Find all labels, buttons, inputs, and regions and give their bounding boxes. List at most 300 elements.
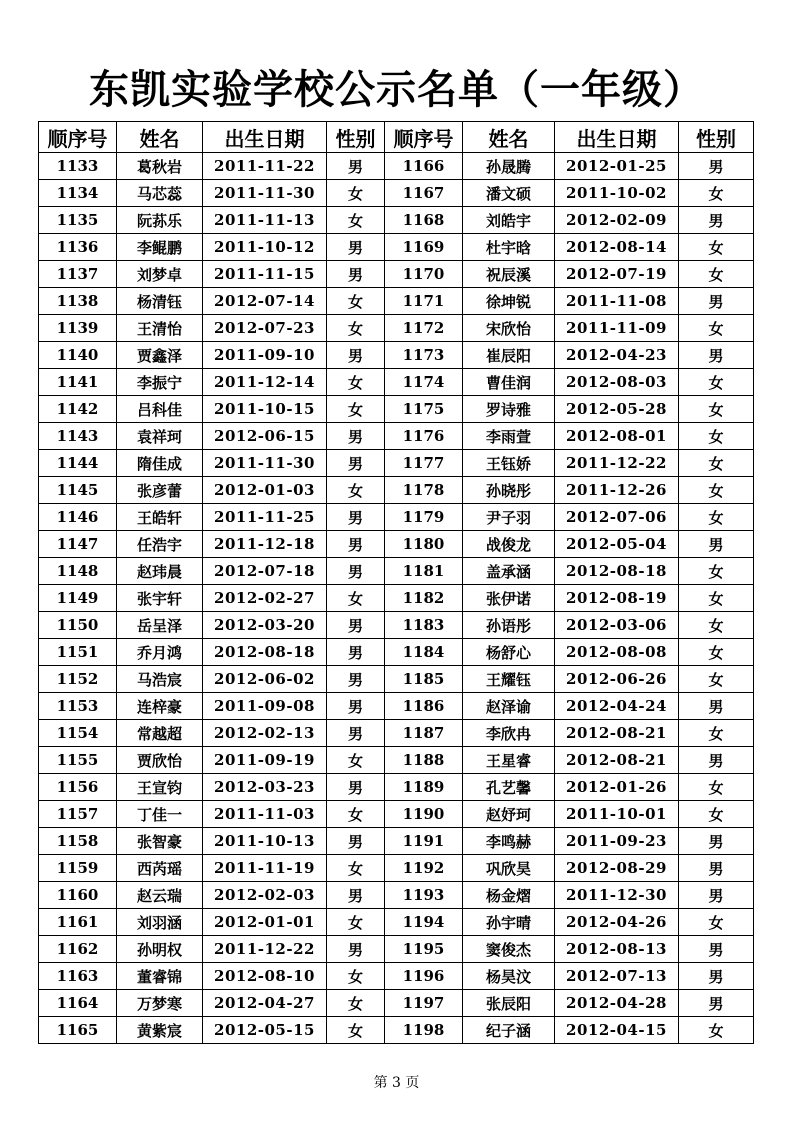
name-cell: 万梦寒 <box>117 990 203 1017</box>
seq-cell: 1184 <box>385 639 463 666</box>
birthdate-cell: 2012-08-03 <box>555 369 679 396</box>
name-cell: 巩欣昊 <box>463 855 555 882</box>
table-row <box>39 963 754 990</box>
name-cell: 任浩宇 <box>117 531 203 558</box>
birthdate-cell: 2011-11-30 <box>203 450 327 477</box>
header-birthdate-left: 出生日期 <box>203 122 327 153</box>
birthdate-cell: 2011-12-26 <box>555 477 679 504</box>
birthdate-cell: 2012-01-01 <box>203 909 327 936</box>
name-cell: 张辰阳 <box>463 990 555 1017</box>
seq-cell: 1191 <box>385 828 463 855</box>
gender-cell: 男 <box>327 342 385 369</box>
name-cell: 贾鑫泽 <box>117 342 203 369</box>
header-birthdate-right: 出生日期 <box>555 122 679 153</box>
gender-cell: 女 <box>679 396 754 423</box>
gender-cell: 男 <box>679 288 754 315</box>
seq-cell: 1155 <box>39 747 117 774</box>
page-title: 东凯实验学校公示名单（一年级） <box>89 67 704 113</box>
birthdate-cell: 2012-07-23 <box>203 315 327 342</box>
seq-cell: 1156 <box>39 774 117 801</box>
table-row <box>39 369 754 396</box>
gender-cell: 男 <box>327 774 385 801</box>
birthdate-cell: 2012-08-01 <box>555 423 679 450</box>
seq-cell: 1195 <box>385 936 463 963</box>
birthdate-cell: 2012-07-13 <box>555 963 679 990</box>
seq-cell: 1146 <box>39 504 117 531</box>
seq-cell: 1138 <box>39 288 117 315</box>
gender-cell: 男 <box>327 612 385 639</box>
table-row <box>39 990 754 1017</box>
birthdate-cell: 2012-01-26 <box>555 774 679 801</box>
table-row <box>39 342 754 369</box>
birthdate-cell: 2011-12-18 <box>203 531 327 558</box>
seq-cell: 1179 <box>385 504 463 531</box>
name-cell: 赵云瑞 <box>117 882 203 909</box>
birthdate-cell: 2012-06-02 <box>203 666 327 693</box>
gender-cell: 女 <box>679 234 754 261</box>
name-cell: 贾欣怡 <box>117 747 203 774</box>
birthdate-cell: 2011-10-01 <box>555 801 679 828</box>
birthdate-cell: 2011-10-02 <box>555 180 679 207</box>
seq-cell: 1149 <box>39 585 117 612</box>
name-cell: 孙晟腾 <box>463 153 555 180</box>
gender-cell: 男 <box>327 882 385 909</box>
gender-cell: 男 <box>327 828 385 855</box>
seq-cell: 1161 <box>39 909 117 936</box>
gender-cell: 男 <box>327 720 385 747</box>
table-row <box>39 909 754 936</box>
birthdate-cell: 2011-11-03 <box>203 801 327 828</box>
gender-cell: 男 <box>327 936 385 963</box>
name-cell: 徐坤锐 <box>463 288 555 315</box>
birthdate-cell: 2012-02-27 <box>203 585 327 612</box>
seq-cell: 1143 <box>39 423 117 450</box>
gender-cell: 女 <box>679 801 754 828</box>
gender-cell: 男 <box>679 747 754 774</box>
name-cell: 刘皓宇 <box>463 207 555 234</box>
seq-cell: 1175 <box>385 396 463 423</box>
birthdate-cell: 2012-01-25 <box>555 153 679 180</box>
birthdate-cell: 2011-11-08 <box>555 288 679 315</box>
gender-cell: 男 <box>679 693 754 720</box>
name-cell: 纪子涵 <box>463 1017 555 1044</box>
table-row <box>39 855 754 882</box>
table-row <box>39 882 754 909</box>
name-cell: 孙晓彤 <box>463 477 555 504</box>
name-cell: 马浩宸 <box>117 666 203 693</box>
gender-cell: 男 <box>679 828 754 855</box>
header-name-right: 姓名 <box>463 122 555 153</box>
seq-cell: 1164 <box>39 990 117 1017</box>
gender-cell: 男 <box>327 558 385 585</box>
gender-cell: 女 <box>679 1017 754 1044</box>
gender-cell: 女 <box>679 558 754 585</box>
gender-cell: 女 <box>327 585 385 612</box>
name-cell: 张智豪 <box>117 828 203 855</box>
gender-cell: 女 <box>679 450 754 477</box>
birthdate-cell: 2012-08-10 <box>203 963 327 990</box>
name-cell: 曹佳润 <box>463 369 555 396</box>
seq-cell: 1136 <box>39 234 117 261</box>
table-row <box>39 315 754 342</box>
seq-cell: 1165 <box>39 1017 117 1044</box>
roster-table <box>38 121 754 1044</box>
gender-cell: 男 <box>327 423 385 450</box>
table-row <box>39 207 754 234</box>
table-row <box>39 288 754 315</box>
gender-cell: 女 <box>679 666 754 693</box>
name-cell: 赵妤珂 <box>463 801 555 828</box>
seq-cell: 1162 <box>39 936 117 963</box>
table-row <box>39 639 754 666</box>
table-body <box>39 153 754 1044</box>
name-cell: 黄紫宸 <box>117 1017 203 1044</box>
gender-cell: 男 <box>679 342 754 369</box>
name-cell: 王皓轩 <box>117 504 203 531</box>
gender-cell: 女 <box>327 207 385 234</box>
birthdate-cell: 2012-07-14 <box>203 288 327 315</box>
gender-cell: 女 <box>327 801 385 828</box>
name-cell: 王清怡 <box>117 315 203 342</box>
name-cell: 战俊龙 <box>463 531 555 558</box>
birthdate-cell: 2012-08-08 <box>555 639 679 666</box>
birthdate-cell: 2011-09-23 <box>555 828 679 855</box>
table-row <box>39 234 754 261</box>
birthdate-cell: 2012-05-04 <box>555 531 679 558</box>
gender-cell: 男 <box>679 207 754 234</box>
seq-cell: 1137 <box>39 261 117 288</box>
seq-cell: 1140 <box>39 342 117 369</box>
name-cell: 杨清钰 <box>117 288 203 315</box>
seq-cell: 1189 <box>385 774 463 801</box>
birthdate-cell: 2012-08-13 <box>555 936 679 963</box>
gender-cell: 女 <box>679 639 754 666</box>
gender-cell: 女 <box>679 612 754 639</box>
name-cell: 西芮瑶 <box>117 855 203 882</box>
gender-cell: 女 <box>327 315 385 342</box>
birthdate-cell: 2012-07-06 <box>555 504 679 531</box>
gender-cell: 女 <box>327 1017 385 1044</box>
seq-cell: 1153 <box>39 693 117 720</box>
gender-cell: 女 <box>327 747 385 774</box>
seq-cell: 1180 <box>385 531 463 558</box>
gender-cell: 男 <box>327 531 385 558</box>
table-row <box>39 828 754 855</box>
table-row <box>39 612 754 639</box>
gender-cell: 女 <box>327 909 385 936</box>
seq-cell: 1198 <box>385 1017 463 1044</box>
name-cell: 盖承涵 <box>463 558 555 585</box>
gender-cell: 女 <box>679 504 754 531</box>
name-cell: 王钰娇 <box>463 450 555 477</box>
seq-cell: 1134 <box>39 180 117 207</box>
birthdate-cell: 2011-09-19 <box>203 747 327 774</box>
birthdate-cell: 2012-08-14 <box>555 234 679 261</box>
table-row <box>39 180 754 207</box>
gender-cell: 男 <box>327 504 385 531</box>
birthdate-cell: 2012-03-06 <box>555 612 679 639</box>
seq-cell: 1154 <box>39 720 117 747</box>
gender-cell: 女 <box>327 396 385 423</box>
table-row <box>39 504 754 531</box>
birthdate-cell: 2012-06-26 <box>555 666 679 693</box>
gender-cell: 女 <box>679 261 754 288</box>
seq-cell: 1147 <box>39 531 117 558</box>
gender-cell: 女 <box>679 720 754 747</box>
birthdate-cell: 2012-02-09 <box>555 207 679 234</box>
birthdate-cell: 2012-03-20 <box>203 612 327 639</box>
birthdate-cell: 2012-02-03 <box>203 882 327 909</box>
name-cell: 李鸣赫 <box>463 828 555 855</box>
name-cell: 丁佳一 <box>117 801 203 828</box>
seq-cell: 1158 <box>39 828 117 855</box>
birthdate-cell: 2012-06-15 <box>203 423 327 450</box>
table-row <box>39 423 754 450</box>
gender-cell: 男 <box>327 153 385 180</box>
birthdate-cell: 2011-12-14 <box>203 369 327 396</box>
table-row <box>39 720 754 747</box>
table-header-row <box>39 122 754 153</box>
birthdate-cell: 2011-10-15 <box>203 396 327 423</box>
birthdate-cell: 2011-10-13 <box>203 828 327 855</box>
gender-cell: 男 <box>679 882 754 909</box>
header-gender-right: 性别 <box>679 122 754 153</box>
seq-cell: 1176 <box>385 423 463 450</box>
name-cell: 李鲲鹏 <box>117 234 203 261</box>
name-cell: 李振宁 <box>117 369 203 396</box>
table-row <box>39 153 754 180</box>
seq-cell: 1144 <box>39 450 117 477</box>
name-cell: 张伊诺 <box>463 585 555 612</box>
seq-cell: 1181 <box>385 558 463 585</box>
table-row <box>39 693 754 720</box>
birthdate-cell: 2011-10-12 <box>203 234 327 261</box>
seq-cell: 1169 <box>385 234 463 261</box>
name-cell: 刘梦卓 <box>117 261 203 288</box>
name-cell: 葛秋岩 <box>117 153 203 180</box>
name-cell: 罗诗雅 <box>463 396 555 423</box>
gender-cell: 男 <box>327 450 385 477</box>
birthdate-cell: 2011-11-22 <box>203 153 327 180</box>
seq-cell: 1178 <box>385 477 463 504</box>
seq-cell: 1182 <box>385 585 463 612</box>
seq-cell: 1163 <box>39 963 117 990</box>
gender-cell: 男 <box>327 666 385 693</box>
gender-cell: 男 <box>327 693 385 720</box>
name-cell: 马芯蕊 <box>117 180 203 207</box>
name-cell: 张彦蕾 <box>117 477 203 504</box>
gender-cell: 女 <box>679 774 754 801</box>
birthdate-cell: 2011-11-30 <box>203 180 327 207</box>
seq-cell: 1193 <box>385 882 463 909</box>
seq-cell: 1148 <box>39 558 117 585</box>
header-seq-left: 顺序号 <box>39 122 117 153</box>
birthdate-cell: 2012-05-28 <box>555 396 679 423</box>
birthdate-cell: 2011-09-08 <box>203 693 327 720</box>
seq-cell: 1157 <box>39 801 117 828</box>
name-cell: 孔艺馨 <box>463 774 555 801</box>
birthdate-cell: 2012-04-26 <box>555 909 679 936</box>
birthdate-cell: 2011-11-15 <box>203 261 327 288</box>
seq-cell: 1145 <box>39 477 117 504</box>
name-cell: 吕科佳 <box>117 396 203 423</box>
gender-cell: 男 <box>679 936 754 963</box>
birthdate-cell: 2012-08-19 <box>555 585 679 612</box>
header-name-left: 姓名 <box>117 122 203 153</box>
table-row <box>39 261 754 288</box>
seq-cell: 1170 <box>385 261 463 288</box>
name-cell: 孙明权 <box>117 936 203 963</box>
seq-cell: 1177 <box>385 450 463 477</box>
birthdate-cell: 2011-12-30 <box>555 882 679 909</box>
birthdate-cell: 2011-12-22 <box>203 936 327 963</box>
birthdate-cell: 2011-11-09 <box>555 315 679 342</box>
name-cell: 宋欣怡 <box>463 315 555 342</box>
birthdate-cell: 2012-08-21 <box>555 747 679 774</box>
table-row <box>39 774 754 801</box>
name-cell: 张宇轩 <box>117 585 203 612</box>
gender-cell: 男 <box>679 990 754 1017</box>
gender-cell: 女 <box>679 909 754 936</box>
gender-cell: 男 <box>679 531 754 558</box>
seq-cell: 1173 <box>385 342 463 369</box>
seq-cell: 1187 <box>385 720 463 747</box>
name-cell: 王宣钧 <box>117 774 203 801</box>
gender-cell: 女 <box>327 963 385 990</box>
table-row <box>39 936 754 963</box>
gender-cell: 女 <box>679 477 754 504</box>
table-row <box>39 477 754 504</box>
gender-cell: 男 <box>679 855 754 882</box>
seq-cell: 1194 <box>385 909 463 936</box>
birthdate-cell: 2012-05-15 <box>203 1017 327 1044</box>
birthdate-cell: 2011-11-19 <box>203 855 327 882</box>
birthdate-cell: 2012-08-29 <box>555 855 679 882</box>
gender-cell: 女 <box>679 180 754 207</box>
gender-cell: 女 <box>679 369 754 396</box>
seq-cell: 1172 <box>385 315 463 342</box>
seq-cell: 1141 <box>39 369 117 396</box>
name-cell: 常越超 <box>117 720 203 747</box>
name-cell: 刘羽涵 <box>117 909 203 936</box>
name-cell: 孙宇晴 <box>463 909 555 936</box>
seq-cell: 1174 <box>385 369 463 396</box>
name-cell: 王耀钰 <box>463 666 555 693</box>
name-cell: 崔辰阳 <box>463 342 555 369</box>
gender-cell: 女 <box>679 585 754 612</box>
gender-cell: 女 <box>679 315 754 342</box>
birthdate-cell: 2011-09-10 <box>203 342 327 369</box>
gender-cell: 男 <box>679 963 754 990</box>
seq-cell: 1188 <box>385 747 463 774</box>
birthdate-cell: 2011-12-22 <box>555 450 679 477</box>
gender-cell: 女 <box>327 180 385 207</box>
name-cell: 祝辰溪 <box>463 261 555 288</box>
birthdate-cell: 2012-03-23 <box>203 774 327 801</box>
name-cell: 连梓豪 <box>117 693 203 720</box>
gender-cell: 女 <box>327 288 385 315</box>
seq-cell: 1167 <box>385 180 463 207</box>
name-cell: 乔月鸿 <box>117 639 203 666</box>
birthdate-cell: 2012-07-19 <box>555 261 679 288</box>
seq-cell: 1133 <box>39 153 117 180</box>
table-row <box>39 450 754 477</box>
name-cell: 阮荪乐 <box>117 207 203 234</box>
seq-cell: 1135 <box>39 207 117 234</box>
birthdate-cell: 2012-04-28 <box>555 990 679 1017</box>
name-cell: 袁祥珂 <box>117 423 203 450</box>
seq-cell: 1183 <box>385 612 463 639</box>
table-row <box>39 396 754 423</box>
birthdate-cell: 2012-08-18 <box>555 558 679 585</box>
table-row <box>39 558 754 585</box>
name-cell: 孙语彤 <box>463 612 555 639</box>
page-number: 第 3 页 <box>373 1075 420 1091</box>
gender-cell: 女 <box>327 477 385 504</box>
seq-cell: 1160 <box>39 882 117 909</box>
birthdate-cell: 2012-08-18 <box>203 639 327 666</box>
birthdate-cell: 2012-04-27 <box>203 990 327 1017</box>
name-cell: 李雨萱 <box>463 423 555 450</box>
name-cell: 杨金熠 <box>463 882 555 909</box>
birthdate-cell: 2012-01-03 <box>203 477 327 504</box>
birthdate-cell: 2012-02-13 <box>203 720 327 747</box>
header-gender-left: 性别 <box>327 122 385 153</box>
seq-cell: 1190 <box>385 801 463 828</box>
table-row <box>39 666 754 693</box>
seq-cell: 1151 <box>39 639 117 666</box>
name-cell: 杜宇晗 <box>463 234 555 261</box>
name-cell: 杨昊汶 <box>463 963 555 990</box>
name-cell: 隋佳成 <box>117 450 203 477</box>
birthdate-cell: 2012-04-23 <box>555 342 679 369</box>
seq-cell: 1185 <box>385 666 463 693</box>
birthdate-cell: 2011-11-25 <box>203 504 327 531</box>
gender-cell: 男 <box>327 234 385 261</box>
name-cell: 尹子羽 <box>463 504 555 531</box>
name-cell: 杨舒心 <box>463 639 555 666</box>
gender-cell: 男 <box>327 639 385 666</box>
name-cell: 董睿锦 <box>117 963 203 990</box>
seq-cell: 1139 <box>39 315 117 342</box>
name-cell: 窦俊杰 <box>463 936 555 963</box>
birthdate-cell: 2012-07-18 <box>203 558 327 585</box>
name-cell: 李欣冉 <box>463 720 555 747</box>
name-cell: 赵泽谕 <box>463 693 555 720</box>
birthdate-cell: 2012-08-21 <box>555 720 679 747</box>
gender-cell: 女 <box>679 423 754 450</box>
birthdate-cell: 2012-04-24 <box>555 693 679 720</box>
name-cell: 潘文硕 <box>463 180 555 207</box>
table-row <box>39 747 754 774</box>
birthdate-cell: 2012-04-15 <box>555 1017 679 1044</box>
gender-cell: 女 <box>327 855 385 882</box>
table-row <box>39 531 754 558</box>
seq-cell: 1152 <box>39 666 117 693</box>
name-cell: 赵玮晨 <box>117 558 203 585</box>
gender-cell: 男 <box>327 261 385 288</box>
header-seq-right: 顺序号 <box>385 122 463 153</box>
table-row <box>39 1017 754 1044</box>
table-row <box>39 801 754 828</box>
name-cell: 岳呈泽 <box>117 612 203 639</box>
seq-cell: 1186 <box>385 693 463 720</box>
seq-cell: 1166 <box>385 153 463 180</box>
seq-cell: 1192 <box>385 855 463 882</box>
seq-cell: 1142 <box>39 396 117 423</box>
seq-cell: 1196 <box>385 963 463 990</box>
seq-cell: 1171 <box>385 288 463 315</box>
